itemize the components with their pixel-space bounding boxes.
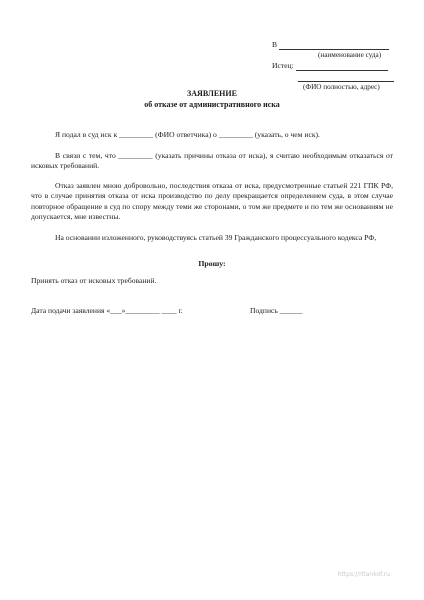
paragraph-2-text: В связи с тем, что _________ (указать причины отказа от иска), я считаю необходимым отказаться от исковых требований. xyxy=(31,151,393,171)
plaintiff-line-2 xyxy=(298,72,394,82)
document-subtitle: об отказе от административного иска xyxy=(144,100,280,109)
plaintiff-note: (ФИО полностью, адрес) xyxy=(303,83,380,91)
paragraph-1 xyxy=(31,130,393,140)
plaintiff-prefix: Истец: xyxy=(272,61,294,70)
paragraph-2 xyxy=(31,151,393,172)
court-blank xyxy=(279,42,389,50)
date-line: Дата подачи заявления «___»_________ ____ г. xyxy=(31,306,183,315)
watermark: https://rtlankof.ru xyxy=(337,571,390,578)
document-title: ЗАЯВЛЕНИЕ xyxy=(187,89,237,98)
plaintiff-line xyxy=(272,61,388,71)
court-prefix: В xyxy=(272,40,278,49)
paragraph-4-text: На основании изложенного, руководствуясь статьей 39 Гражданского процессуального кодекса РФ, xyxy=(55,233,377,242)
request-heading: Прошу: xyxy=(198,259,226,268)
court-line xyxy=(272,40,389,50)
court-note: (наименование суда) xyxy=(318,51,382,59)
plaintiff-blank xyxy=(296,63,388,71)
paragraph-3 xyxy=(31,181,393,222)
plaintiff-blank-2 xyxy=(298,74,394,82)
request-text: Принять отказ от исковых требований. xyxy=(31,276,157,285)
paragraph-4 xyxy=(31,233,393,243)
paragraph-1-text: Я подал в суд иск к _________ (ФИО ответчика) о _________ (указать, о чем иск). xyxy=(55,130,320,139)
signature-line: Подпись ______ xyxy=(250,306,303,315)
paragraph-3-text: Отказ заявлен мною добровольно, последствия отказа от иска, предусмотренные статьей 221 ГПК РФ, что в случае принятия отказа от иска производство по делу прекращается определением суда, в этом случае повторное обращение в суд по спору между теми же сторонами, о том же предмете и по тем же основаниям не допускается, мне известны. xyxy=(31,181,393,221)
